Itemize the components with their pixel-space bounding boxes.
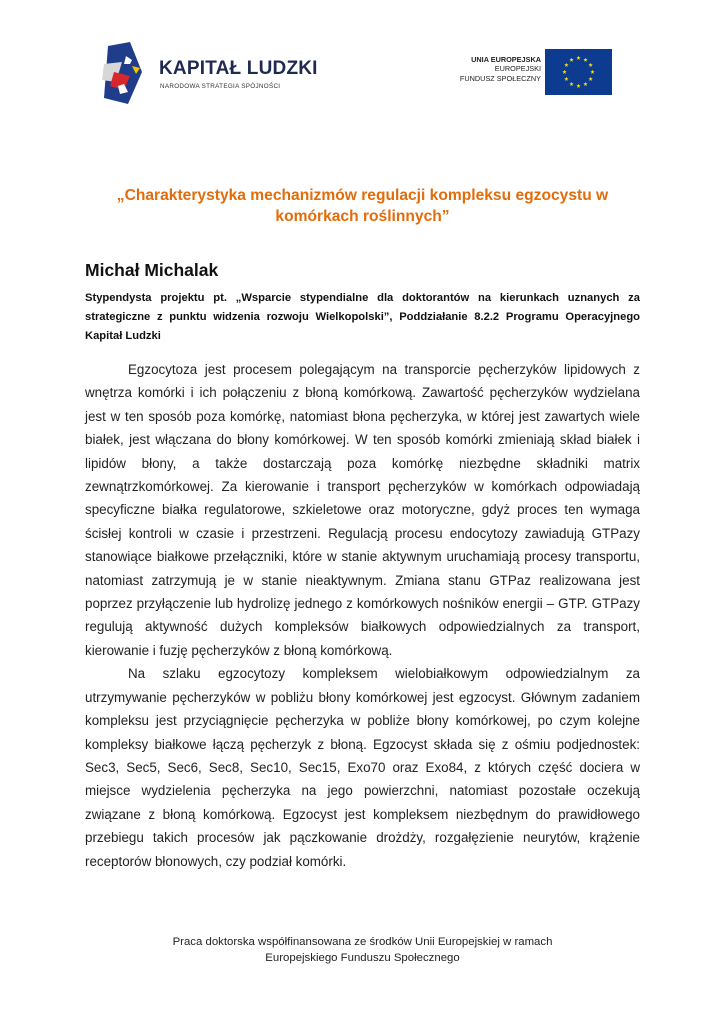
eu-flag-icon (545, 49, 612, 95)
kapital-ludzki-title: KAPITAŁ LUDZKI (159, 58, 318, 79)
body-paragraph-1: Egzocytoza jest procesem polegającym na transporcie pęcherzyków lipidowych z wnętrza komórki i ich połączeniu z błoną komórkową. Zawartość pęcherzyków wydzielana jest w ten sposób poza komórkę, natomiast błona pęcherzyka, w której jest zawartych wiele białek, jest włączana do błony komórkowej. W ten sposób komórki zmieniają skład białek i lipidów błony, a także dostarczają poza komórkę niezbędne składniki matrix zewnątrzkomórkowej. Za kierowanie i transport pęcherzyków w komórkach odpowiadają specyficzne białka regulatorowe, szkieletowe oraz motoryczne, gdyż proces ten wymaga ścisłej kontroli w czasie i przestrzeni. Regulacją procesu endocytozy zawiadują GTPazy stanowiące białkowe przełączniki, które w stanie aktywnym uruchamiają procesy transportu, natomiast zatrzymują je w stanie nieaktywnym. Zmiana stanu GTPaz realizowana jest poprzez przyłączenie lub hydrolizę jednego z komórkowych nośników energii – GTP. GTPazy regulują aktywność dużych kompleksów białkowych odpowiedzialnych za transport, kierowanie i fuzję pęcherzyków z błoną komórkową. (85, 362, 640, 658)
author-name: Michał Michalak (85, 260, 219, 280)
document-title: „Charakterystyka mechanizmów regulacji kompleksu egzocystu w komórkach roślinnych” (116, 187, 609, 225)
eu-logo-text (460, 55, 541, 84)
kapital-ludzki-logo (100, 42, 318, 104)
footer-line-2: Europejskiego Funduszu Społecznego (265, 952, 460, 964)
body-paragraph-2: Na szlaku egzocytozy kompleksem wielobiałkowym odpowiedzialnym za utrzymywanie pęcherzyków w pobliżu błony komórkowej jest egzocyst. Głównym zadaniem kompleksu jest przyciągnięcie pęcherzyka w pobliże błony komórkowej, po czym kolejne kompleksy białkowe łączą pęcherzyk z błoną. Egzocyst składa się z ośmiu podjednostek: Sec3, Sec5, Sec6, Sec8, Sec10, Sec15, Exo70 oraz Exo84, z których część dociera w miejsce wydzielenia pęcherzyka na jego powierzchni, natomiast pozostałe oczekują związane z błoną komórkową. Egzocyst jest kompleksem niezbędnym do prawidłowego przebiegu takich procesów jak pączkowanie drożdży, rozgałęzienie neurytów, krążenie receptorów błonowych, czy podział komórki. (85, 666, 640, 869)
eu-logo-line3: FUNDUSZ SPOŁECZNY (459, 74, 541, 83)
eu-efs-logo (436, 49, 612, 97)
eu-logo-line1: UNIA EUROPEJSKA (471, 55, 541, 64)
author-affiliation: Stypendysta projektu pt. „Wsparcie stypendialne dla doktorantów na kierunkach uznanych za strategiczne z punktu widzenia rozwoju Wielkopolski”, Poddziałanie 8.2.2 Programu Operacyjnego Kapitał Ludzki (85, 292, 640, 342)
funding-footer (85, 934, 640, 966)
kapital-ludzki-subtitle: NARODOWA STRATEGIA SPÓJNOŚCI (160, 83, 281, 90)
eu-logo-line2: EUROPEJSKI (494, 64, 541, 73)
document-body (85, 358, 640, 873)
footer-line-1: Praca doktorska współfinansowana ze środków Unii Europejskiej w ramach (172, 936, 553, 948)
kapital-ludzki-emblem-icon (100, 42, 150, 104)
